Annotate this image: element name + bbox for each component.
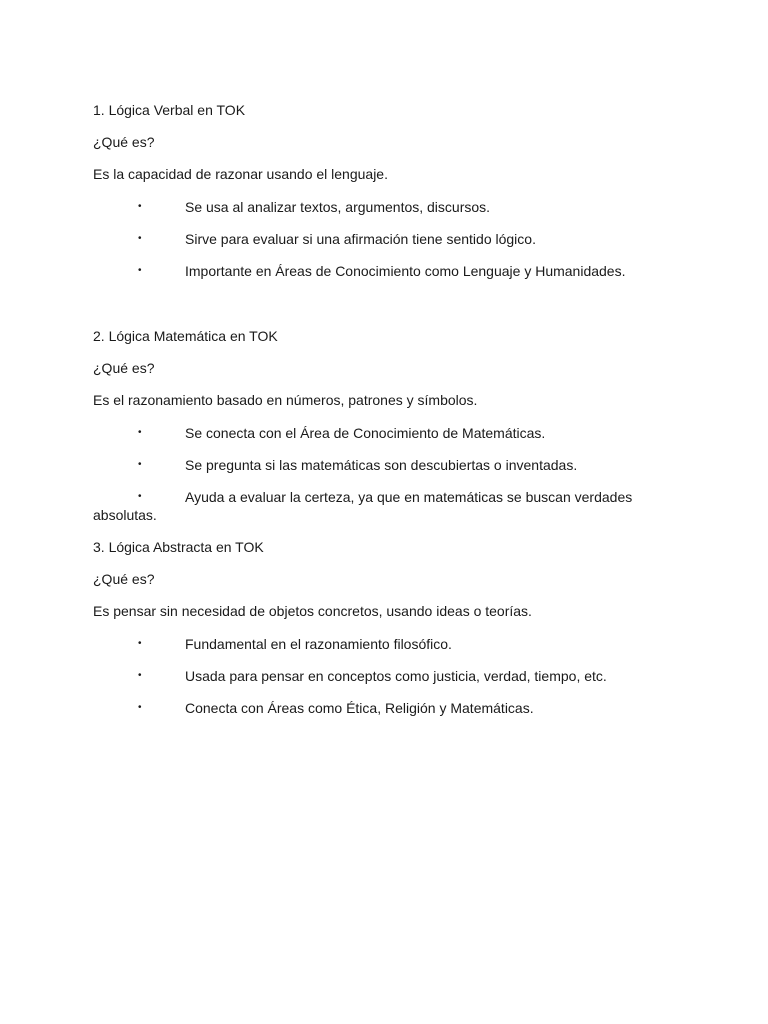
bullet-icon: • xyxy=(138,638,142,649)
section-1-heading: 1. Lógica Verbal en TOK xyxy=(93,102,246,118)
bullet-icon: • xyxy=(138,265,142,276)
list-item-text: Ayuda a evaluar la certeza, ya que en matemáticas se buscan verdades xyxy=(185,489,633,505)
section-1-question: ¿Qué es? xyxy=(93,134,155,150)
section-2-question: ¿Qué es? xyxy=(93,360,155,376)
list-item-text: Importante en Áreas de Conocimiento como Lenguaje y Humanidades. xyxy=(185,263,626,279)
list-item-text: Usada para pensar en conceptos como justicia, verdad, tiempo, etc. xyxy=(185,668,607,684)
bullet-icon: • xyxy=(138,233,142,244)
bullet-icon: • xyxy=(138,670,142,681)
section-1-definition: Es la capacidad de razonar usando el lenguaje. xyxy=(93,166,388,182)
list-item-text: Fundamental en el razonamiento filosófico. xyxy=(185,636,452,652)
list-item-text-continuation: absolutas. xyxy=(93,507,157,523)
section-2-definition: Es el razonamiento basado en números, patrones y símbolos. xyxy=(93,392,478,408)
section-3-question: ¿Qué es? xyxy=(93,571,155,587)
list-item-text: Se pregunta si las matemáticas son descubiertas o inventadas. xyxy=(185,457,578,473)
section-3-definition: Es pensar sin necesidad de objetos concretos, usando ideas o teorías. xyxy=(93,603,532,619)
section-3-heading: 3. Lógica Abstracta en TOK xyxy=(93,539,264,555)
list-item-text: Sirve para evaluar si una afirmación tiene sentido lógico. xyxy=(185,231,536,247)
list-item-text: Se usa al analizar textos, argumentos, discursos. xyxy=(185,199,491,215)
list-item-text: Conecta con Áreas como Ética, Religión y Matemáticas. xyxy=(185,700,534,716)
bullet-icon: • xyxy=(138,201,142,212)
bullet-icon: • xyxy=(138,427,142,438)
bullet-icon: • xyxy=(138,491,142,502)
list-item-text: Se conecta con el Área de Conocimiento de Matemáticas. xyxy=(185,425,546,441)
bullet-icon: • xyxy=(138,459,142,470)
bullet-icon: • xyxy=(138,702,142,713)
section-2-heading: 2. Lógica Matemática en TOK xyxy=(93,328,278,344)
